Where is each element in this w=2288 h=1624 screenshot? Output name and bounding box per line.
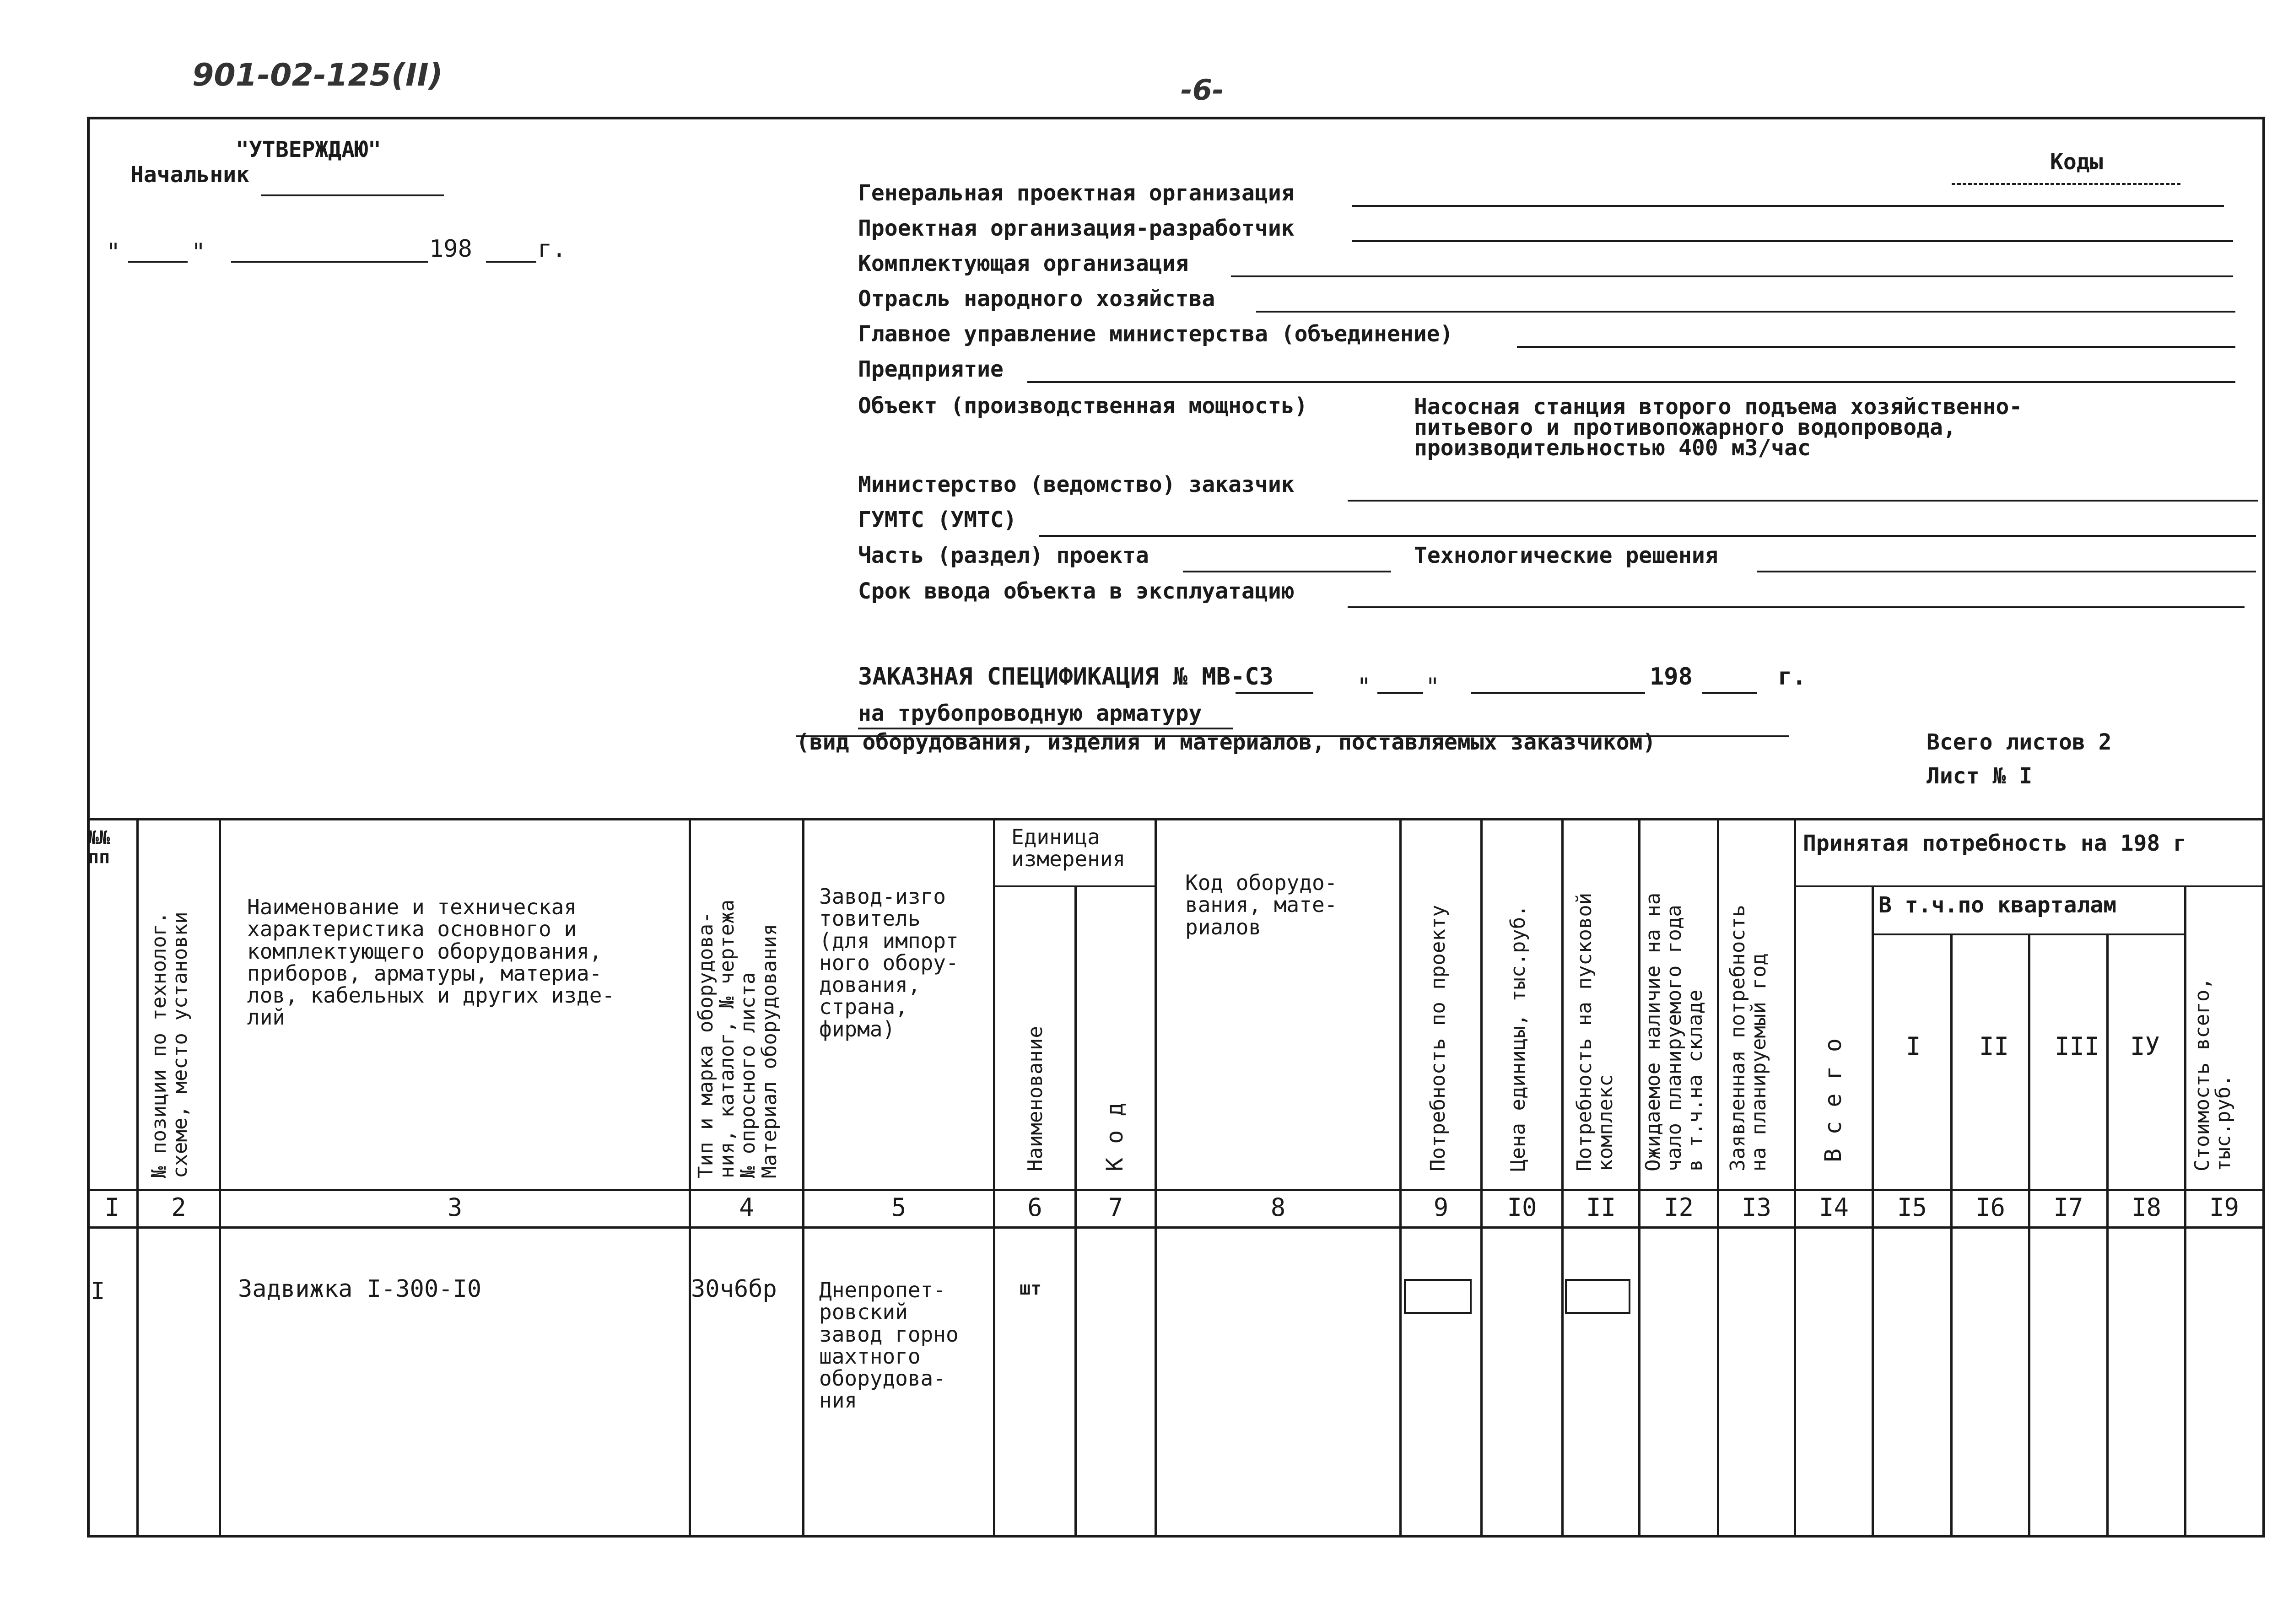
approve-chief-label: Начальник bbox=[130, 162, 250, 188]
header-quarter-1: I bbox=[1906, 1032, 1921, 1061]
customer-ministry-label: Министерство (ведомство) заказчик bbox=[858, 472, 1295, 497]
approve-year-prefix: 198 bbox=[429, 235, 472, 263]
header-quarter-3: III bbox=[2055, 1032, 2099, 1061]
col-divider bbox=[219, 818, 221, 1538]
col-number: 9 bbox=[1433, 1193, 1449, 1222]
spec-subtitle: на трубопроводную арматуру bbox=[858, 701, 1202, 726]
col-number: I4 bbox=[1819, 1193, 1849, 1222]
approve-date-quote-left: " bbox=[106, 238, 121, 266]
document-code: 901-02-125(II) bbox=[192, 57, 443, 93]
header-declared-demand: Заявленная потребность на планируемый год bbox=[1726, 905, 1771, 1171]
table-numbers-top-line bbox=[87, 1189, 2265, 1191]
approve-month-line bbox=[231, 261, 428, 263]
header-manufacturer: Завод-изго товитель (для импорт ного обору- дования, страна, фирма) bbox=[819, 884, 959, 1041]
approve-year-suffix: г. bbox=[538, 235, 567, 263]
object-value-line-2: питьевого и противопожарного водопровода, bbox=[1414, 415, 1956, 440]
row-manufacturer: Днепропет- ровский завод горно шахтного оборудова- ния bbox=[819, 1278, 959, 1413]
project-part-value: Технологические решения bbox=[1414, 543, 1718, 568]
ministry-directorate-label: Главное управление министерства (объединение) bbox=[858, 321, 1453, 347]
table-numbers-bottom-line bbox=[87, 1226, 2265, 1229]
header-type-brand: Тип и марка оборудова- ния, каталог, № чертежа № опросного листа Материал оборудования bbox=[694, 899, 781, 1178]
col-number: II bbox=[1586, 1193, 1616, 1222]
header-quarter-2: II bbox=[1979, 1032, 2009, 1061]
object-value-line-3: производительностью 400 м3/час bbox=[1414, 435, 1811, 461]
header-equipment-code: Код оборудо- вания, мате- риалов bbox=[1185, 870, 1338, 939]
header-position: № позиции по технолог. схеме, место установки bbox=[147, 912, 192, 1178]
project-part-line-2 bbox=[1757, 571, 2256, 572]
spec-year-suffix: г. bbox=[1778, 663, 1807, 691]
codes-dash-line bbox=[1952, 183, 2180, 185]
design-org-developer-line bbox=[1352, 240, 2233, 242]
header-total-cost: Стоимость всего, тыс.руб. bbox=[2191, 977, 2235, 1171]
col-number: 8 bbox=[1270, 1193, 1286, 1222]
table-top-border bbox=[87, 818, 2265, 820]
col-divider bbox=[802, 818, 804, 1538]
header-quarter-4: IУ bbox=[2130, 1032, 2160, 1061]
header-expected-stock: Ожидаемое наличие на на чало планируемого года в т.ч.на складе bbox=[1641, 892, 1707, 1171]
col-divider bbox=[2028, 933, 2030, 1538]
header-unit-code: К о д bbox=[1101, 1102, 1128, 1171]
header-row-number: №№ пп bbox=[88, 827, 110, 868]
col-number: I2 bbox=[1663, 1193, 1694, 1222]
approve-chief-line bbox=[261, 194, 444, 196]
header-by-quarters: В т.ч.по кварталам bbox=[1878, 892, 2117, 918]
industry-label: Отрасль народного хозяйства bbox=[858, 286, 1215, 312]
col-number: I bbox=[104, 1193, 120, 1222]
spec-quote-right: " bbox=[1425, 673, 1440, 701]
col-number: 7 bbox=[1108, 1193, 1123, 1222]
col-number: 5 bbox=[891, 1193, 907, 1222]
col-divider bbox=[1155, 818, 1157, 1538]
gumts-label: ГУМТС (УМТС) bbox=[858, 507, 1017, 533]
project-demand-box[interactable] bbox=[1404, 1279, 1472, 1314]
col-divider bbox=[1480, 818, 1483, 1538]
approve-title: "УТВЕРЖДАЮ" bbox=[236, 137, 381, 162]
commissioning-deadline-line bbox=[1348, 606, 2245, 608]
spec-day-line bbox=[1377, 692, 1423, 694]
header-unit: Единица измерения bbox=[1011, 825, 1126, 872]
approve-day-line bbox=[128, 261, 188, 263]
col-number: I9 bbox=[2209, 1193, 2239, 1222]
header-project-demand: Потребность по проекту bbox=[1426, 905, 1450, 1171]
row-item-type: 30ч6бр bbox=[691, 1275, 777, 1303]
header-name-characteristics: Наименование и техническая характеристика основного и комплектующего оборудования, приборов, арматуры, материа- лов, кабельных и других изде- лий bbox=[247, 895, 615, 1030]
col-number: 6 bbox=[1027, 1193, 1042, 1222]
spec-quote-left: " bbox=[1357, 673, 1371, 701]
gumts-line bbox=[1039, 535, 2256, 537]
project-part-line-1 bbox=[1183, 571, 1391, 572]
col-divider bbox=[2106, 933, 2109, 1538]
enterprise-label: Предприятие bbox=[858, 356, 1004, 382]
col-divider bbox=[1561, 818, 1564, 1538]
object-value-line-1: Насосная станция второго подъема хозяйственно- bbox=[1414, 394, 2023, 420]
header-unit-price: Цена единицы, тыс.руб. bbox=[1506, 905, 1530, 1171]
unit-subheader-line bbox=[993, 885, 1155, 887]
col-divider bbox=[1794, 818, 1796, 1538]
total-sheets: Всего листов 2 bbox=[1926, 729, 2112, 755]
spec-note-line bbox=[796, 735, 1789, 737]
spec-year: 198 bbox=[1650, 663, 1693, 691]
row-unit: шт bbox=[1020, 1278, 1042, 1299]
design-org-developer-label: Проектная организация-разработчик bbox=[858, 216, 1295, 241]
codes-label: Коды bbox=[2050, 149, 2103, 175]
quarters-subheader-line bbox=[1872, 933, 2185, 935]
col-divider bbox=[1950, 933, 1953, 1538]
col-number: I3 bbox=[1741, 1193, 1772, 1222]
spec-month-line bbox=[1471, 692, 1645, 694]
enterprise-line bbox=[1027, 381, 2235, 383]
col-number: 4 bbox=[739, 1193, 754, 1222]
header-total: В с е г о bbox=[1820, 1038, 1846, 1162]
ministry-directorate-line bbox=[1517, 346, 2235, 348]
spec-year-line bbox=[1702, 692, 1757, 694]
header-accepted-demand: Принятая потребность на 198 г bbox=[1803, 831, 2187, 856]
col-divider bbox=[993, 818, 995, 1538]
approve-year-line bbox=[486, 261, 536, 263]
general-design-org-label: Генеральная проектная организация bbox=[858, 180, 1295, 206]
customer-ministry-line bbox=[1348, 500, 2258, 502]
col-divider bbox=[689, 818, 691, 1538]
col-number: 3 bbox=[447, 1193, 463, 1222]
object-label: Объект (производственная мощность) bbox=[858, 393, 1308, 419]
page-number: -6- bbox=[1181, 73, 1224, 107]
startup-demand-box[interactable] bbox=[1565, 1279, 1630, 1314]
approve-date-quote-right: " bbox=[191, 238, 206, 266]
col-number: I7 bbox=[2053, 1193, 2083, 1222]
supplying-org-label: Комплектующая организация bbox=[858, 251, 1189, 276]
commissioning-deadline-label: Срок ввода объекта в эксплуатацию bbox=[858, 578, 1295, 604]
row-number: I bbox=[91, 1278, 105, 1305]
header-startup-demand: Потребность на пусковой комплекс bbox=[1573, 892, 1618, 1171]
col-number: I0 bbox=[1507, 1193, 1537, 1222]
accepted-subheader-line bbox=[1794, 885, 2265, 887]
header-unit-name: Наименование bbox=[1024, 1026, 1047, 1171]
spec-title-line bbox=[1236, 692, 1313, 694]
industry-line bbox=[1256, 311, 2235, 313]
current-sheet: Лист № I bbox=[1926, 763, 2033, 789]
col-divider bbox=[1717, 818, 1719, 1538]
col-divider bbox=[1638, 818, 1640, 1538]
col-divider bbox=[136, 818, 139, 1538]
col-number: 2 bbox=[171, 1193, 186, 1222]
row-item-name: Задвижка I-300-I0 bbox=[238, 1275, 482, 1303]
col-divider bbox=[1399, 818, 1402, 1538]
supplying-org-line bbox=[1231, 275, 2233, 277]
spec-title: ЗАКАЗНАЯ СПЕЦИФИКАЦИЯ № МВ-С3 bbox=[858, 663, 1274, 691]
col-number: I8 bbox=[2131, 1193, 2162, 1222]
col-number: I5 bbox=[1897, 1193, 1927, 1222]
spec-note: (вид оборудования, изделия и материалов, поставляемых заказчиком) bbox=[796, 729, 1656, 755]
general-design-org-line bbox=[1352, 205, 2224, 207]
project-part-label: Часть (раздел) проекта bbox=[858, 543, 1149, 568]
col-number: I6 bbox=[1975, 1193, 2006, 1222]
